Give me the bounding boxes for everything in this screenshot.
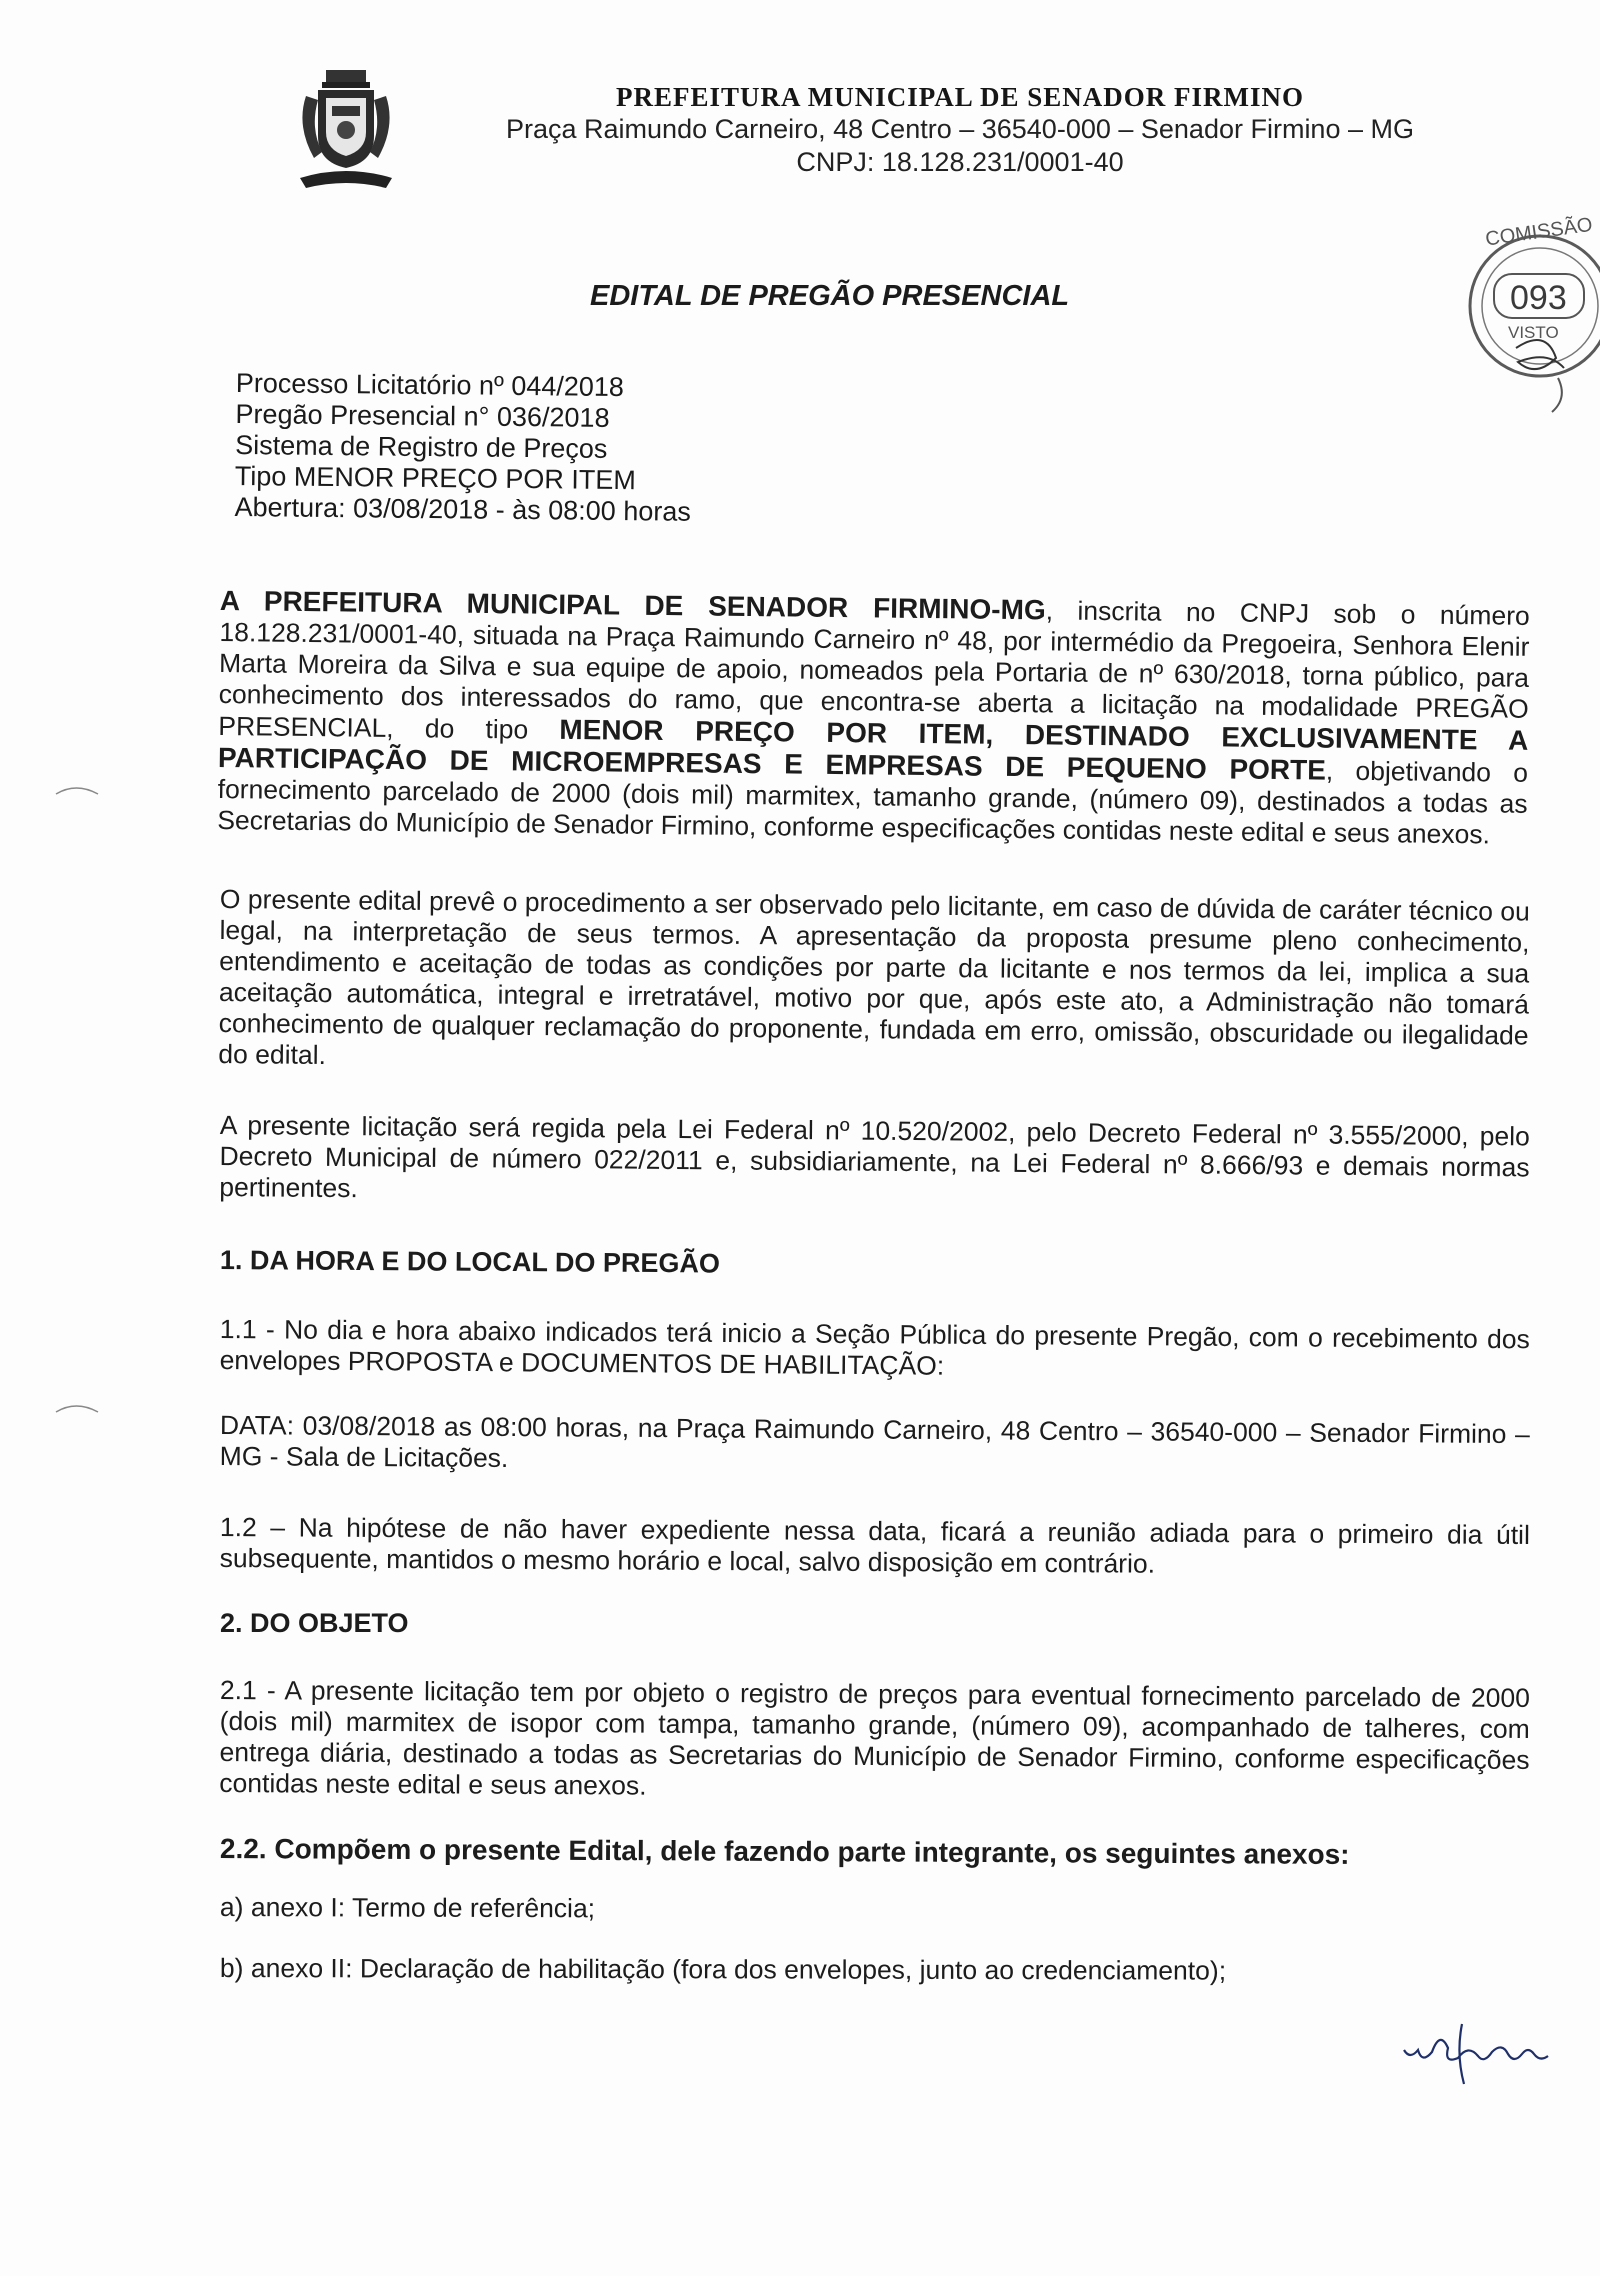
section-2-1: 2.1 - A presente licitação tem por objeto o registro de preços para eventual fornecimento parcelado de 2000 (dois mil) marmitex de isopor com tampa, tamanho grande, (número 09), acompanhado de talheres, com entrega diária, destinado a todas as Secretarias do Município de Senador Firmino, conforme especificações contidas neste edital e seus anexos. bbox=[219, 1675, 1530, 1801]
intro-text-1: , inscrita no CNPJ sob o número 18.128.231/0001-40, situada na Praça Raimundo Carneiro nº 48, por intermédio da Pregoeira, Senhora Elenir Marta Moreira da Silva e sua equipe de apoio, nomeados pela Portaria de nº 630/2018, torna público, para conhecimento dos interessados do ramo, que encontra-se aberta a licitação na modalidade PREGÃO PRESENCIAL, do tipo bbox=[218, 595, 1530, 745]
annex-b: b) anexo II: Declaração de habilitação (fora dos envelopes, junto ao credenciamento); bbox=[219, 1953, 1227, 1986]
section-1-1: 1.1 - No dia e hora abaixo indicados terá inicio a Seção Pública do presente Pregão, com o recebimento dos envelopes PROPOSTA e DOCUMENTOS DE HABILITAÇÃO: bbox=[219, 1314, 1530, 1381]
legal-basis-paragraph: A presente licitação será regida pela Lei Federal nº 10.520/2002, pelo Decreto Federal nº 3.555/2000, pelo Decreto Municipal de número 022/2011 e, subsidiariamente, na Lei Federal nº 8.666/93 e demais normas pertinentes. bbox=[219, 1110, 1530, 1204]
section-2-heading: 2. DO OBJETO bbox=[220, 1608, 409, 1638]
margin-mark bbox=[54, 780, 102, 800]
commission-stamp bbox=[1456, 188, 1600, 418]
opening-date: Abertura: 03/08/2018 - às 08:00 horas bbox=[234, 491, 691, 527]
pregao-number: Pregão Presencial n° 036/2018 bbox=[235, 398, 610, 433]
institution-name: PREFEITURA MUNICIPAL DE SENADOR FIRMINO bbox=[615, 82, 1305, 112]
document-title: EDITAL DE PREGÃO PRESENCIAL bbox=[590, 280, 1070, 312]
intro-paragraph bbox=[217, 585, 1530, 851]
signature-initials bbox=[1400, 2010, 1580, 2090]
coat-of-arms-icon bbox=[292, 66, 400, 196]
letterhead bbox=[440, 82, 1480, 179]
stamp-number: 093 bbox=[1510, 279, 1567, 317]
section-1-2: 1.2 – Na hipótese de não haver expediente nessa data, ficará a reunião adiada para o primeiro dia útil subsequente, mantidos o mesmo horário e local, salvo disposição em contrário. bbox=[219, 1512, 1530, 1579]
procedure-paragraph: O presente edital prevê o procedimento a ser observado pelo licitante, em caso de dúvida de caráter técnico ou legal, na interpretação de seus termos. A apresentação da proposta presume pleno conhecimento, entendimento e aceitação de todas as condições por parte da licitante e nos termos da lei, implica a sua aceitação automática, integral e irretratável, motivo por que, após este ato, a Administração não tomará conhecimento de qualquer reclamação do proponente, fundada em erro, omissão, obscuridade ou ilegalidade do edital. bbox=[218, 884, 1530, 1071]
institution-address: Praça Raimundo Carneiro, 48 Centro – 36540-000 – Senador Firmino – MG bbox=[506, 114, 1414, 144]
stamp-top-text: COMISSÃO bbox=[1484, 213, 1594, 251]
process-number: Processo Licitatório nº 044/2018 bbox=[235, 368, 625, 403]
stamp-visto: VISTO bbox=[1508, 323, 1559, 342]
process-info bbox=[234, 368, 692, 528]
session-date-location: DATA: 03/08/2018 as 08:00 horas, na Praça Raimundo Carneiro, 48 Centro – 36540-000 – Senador Firmino – MG - Sala de Licitações. bbox=[219, 1410, 1530, 1474]
margin-mark bbox=[54, 1398, 102, 1418]
intro-text-2: , objetivando o fornecimento parcelado de 2000 (dois mil) marmitex, tamanho grande, (número 09), destinados a todas as Secretarias do Município de Senador Firmino, conforme especificações contidas neste edital e seus anexos. bbox=[217, 755, 1529, 850]
institution-cnpj: CNPJ: 18.128.231/0001-40 bbox=[796, 147, 1124, 177]
document-body bbox=[217, 585, 1530, 1986]
section-1-heading: 1. DA HORA E DO LOCAL DO PREGÃO bbox=[219, 1245, 721, 1279]
bid-type: Tipo MENOR PREÇO POR ITEM bbox=[234, 460, 637, 496]
annex-a: a) anexo I: Termo de referência; bbox=[219, 1892, 596, 1924]
price-system: Sistema de Registro de Preços bbox=[235, 429, 608, 464]
section-2-2: 2.2. Compõem o presente Edital, dele fazendo parte integrante, os seguintes anexos: bbox=[219, 1833, 1350, 1870]
intro-bid-type: MENOR PREÇO POR ITEM, DESTINADO EXCLUSIVAMENTE A PARTICIPAÇÃO DE MICROEMPRESAS E EMPRESAS DE PEQUENO PORTE bbox=[217, 713, 1529, 786]
intro-lead: A PREFEITURA MUNICIPAL DE SENADOR FIRMINO-MG bbox=[219, 585, 1046, 626]
